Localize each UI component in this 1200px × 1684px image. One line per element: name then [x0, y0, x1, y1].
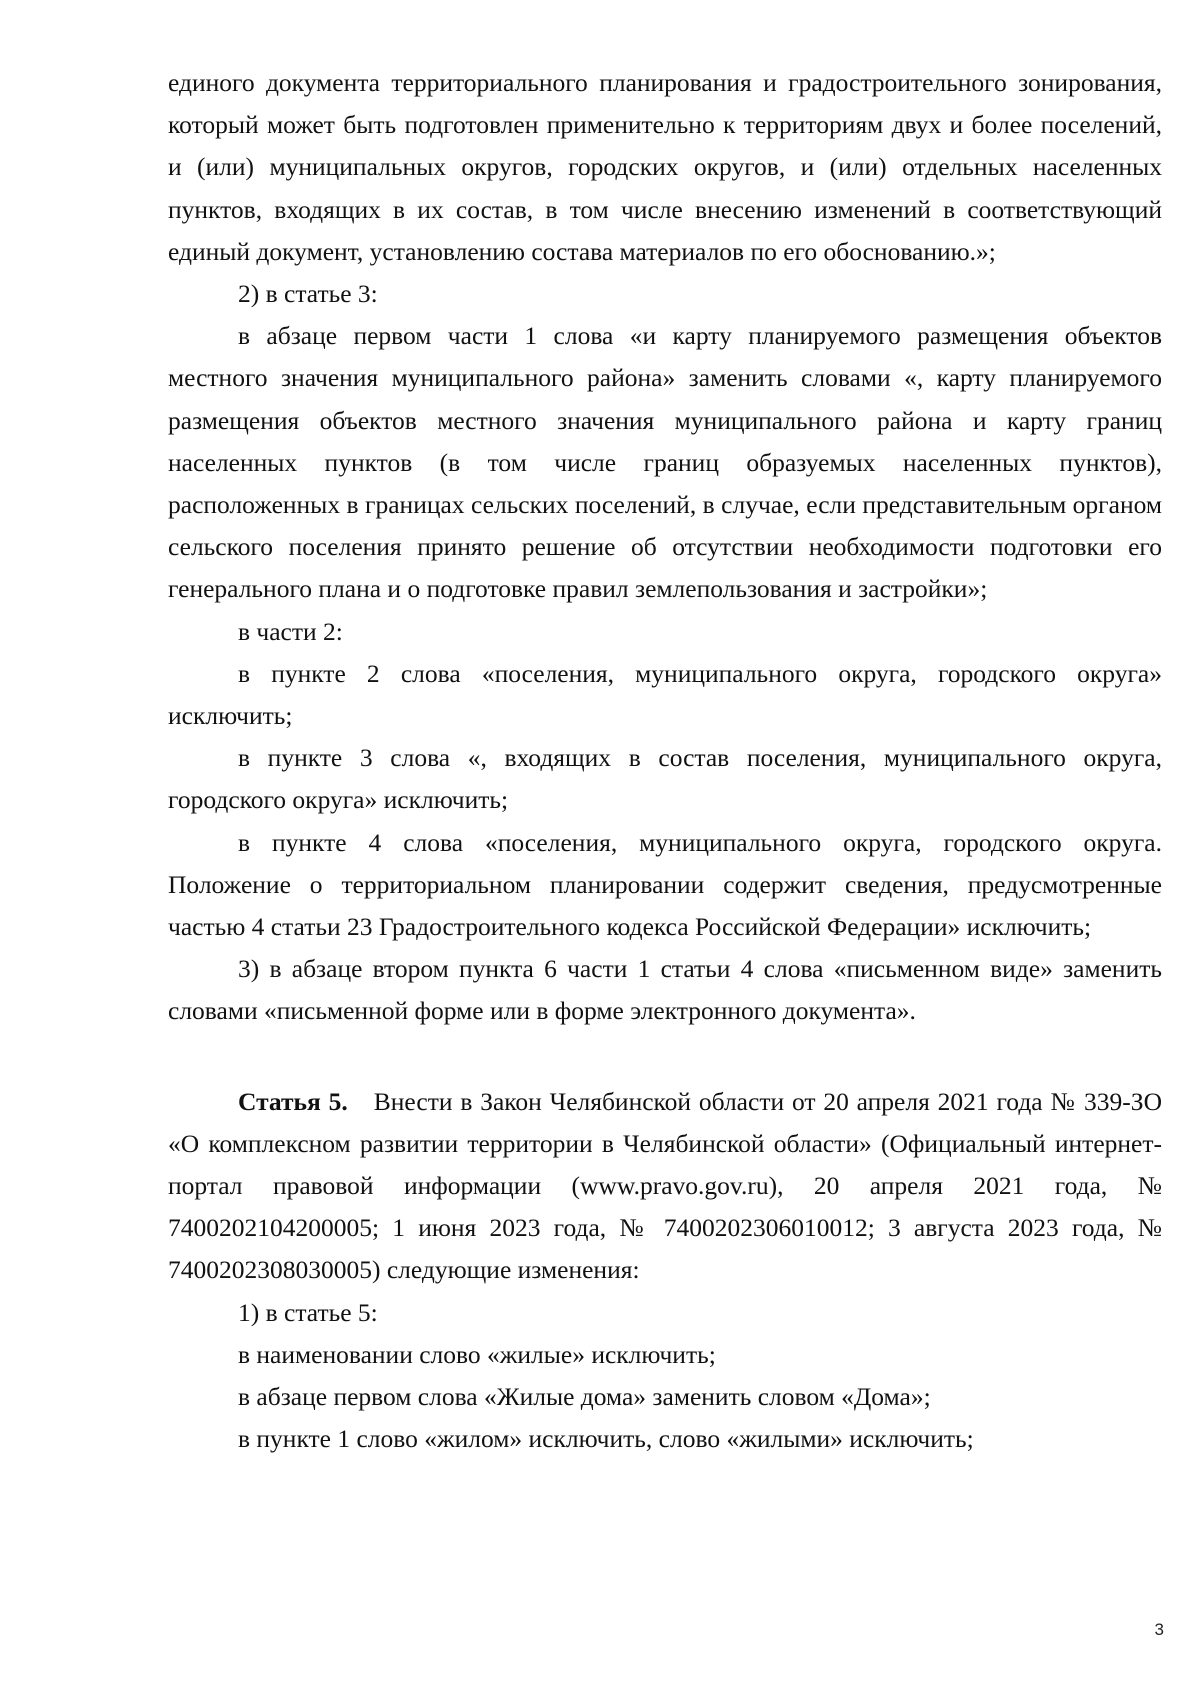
paragraph-item: в пункте 2 слова «поселения, муниципального округа, городского округа» исключить; [168, 658, 1162, 731]
article-5-text: Внести в Закон Челябинской области от 20 апреля 2021 года № 339-ЗО «О комплексном развитии территории в Челябинской области» (Официальный интернет-портал правовой информации (www.pravo.gov.ru), 20 апреля 2021 года, № 7400202104200005; 1 июня 2023 года, № 7400202306010012; 3 августа 2023 года, № 7400202308030005) следующие изменения: [168, 1086, 1162, 1285]
paragraph-item: в части 2: [238, 616, 343, 646]
paragraph-continuation: единого документа территориального планирования и градостроительного зонирования, который может быть подготовлен применительно к территориям двух и более поселений, и (или) муниципальных округов, городских округов, и (или) отдельных населенных пунктов, входящих в их состав, в том числе внесению изменений в соответствующий единый документ, установлению состава материалов по его обоснованию.»; [168, 68, 1162, 266]
article-5-label: Статья 5. [238, 1086, 348, 1116]
paragraph-item: 2) в статье 3: [238, 279, 378, 309]
paragraph-item: в пункте 3 слова «, входящих в состав поселения, муниципального округа, городского округа» исключить; [168, 743, 1162, 815]
paragraph-item: 3) в абзаце втором пункта 6 части 1 статьи 4 слова «письменном виде» заменить словами «письменной форме или в форме электронного документа». [168, 954, 1162, 1026]
paragraph-item: в наименовании слово «жилые» исключить; [238, 1339, 716, 1369]
document-body [168, 62, 1162, 1461]
paragraph-item: в пункте 1 слово «жилом» исключить, слово «жилыми» исключить; [238, 1424, 974, 1454]
paragraph-item: в абзаце первом части 1 слова «и карту планируемого размещения объектов местного значения муниципального района» заменить словами «, карту планируемого размещения объектов местного значения муниципального района и карту границ населенных пунктов (в том числе границ образуемых населенных пунктов), расположенных в границах сельских поселений, в случае, если представительным органом сельского поселения принято решение об отсутствии необходимости подготовки его генерального плана и о подготовке правил землепользования и застройки»; [168, 321, 1162, 604]
paragraph-item: 1) в статье 5: [238, 1297, 378, 1327]
article-5-paragraph [168, 1081, 1162, 1292]
paragraph-item: в абзаце первом слова «Жилые дома» заменить словом «Дома»; [238, 1382, 931, 1412]
paragraph-item: в пункте 4 слова «поселения, муниципального округа, городского округа. Положение о территориальном планировании содержит сведения, предусмотренные частью 4 статьи 23 Градостроительного кодекса Российской Федерации» исключить; [168, 827, 1162, 942]
page-number: 3 [1154, 1620, 1164, 1639]
